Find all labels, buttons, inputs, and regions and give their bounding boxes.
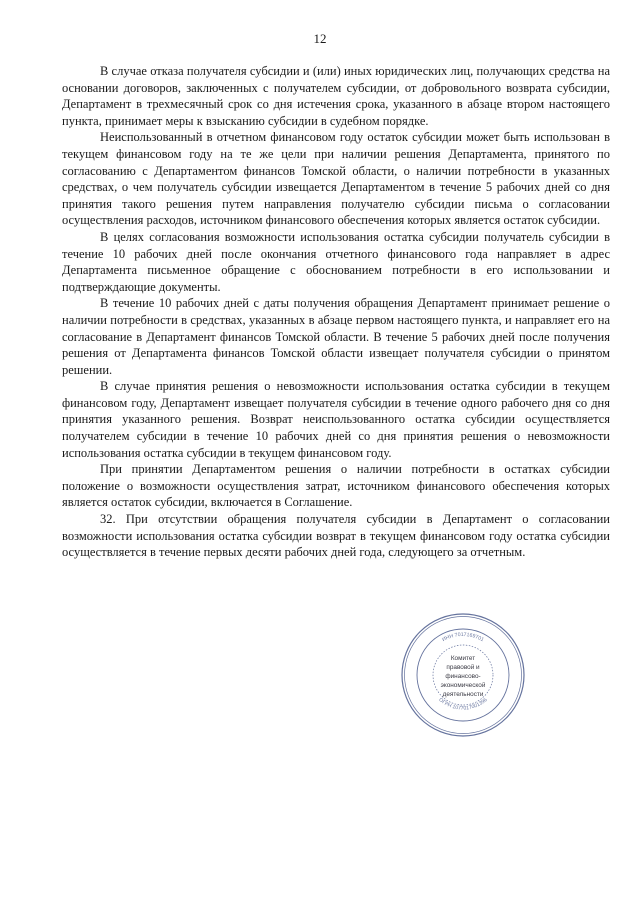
stamp-center-line: правовой и <box>446 664 480 671</box>
stamp-ogrn-text: ОГРН 1077017001396 <box>437 697 489 712</box>
stamp-center-line: финансово- <box>445 673 481 680</box>
paragraph: В случае принятия решения о невозможности использования остатка субсидии в текущем финансовом году, Департамент извещает получателя субсидии в течение одного рабочего дня со дня принятия указанного решения. Возврат неиспользованного остатка субсидии осуществляется получателем субсидии в течение 10 рабочих дней со дня принятия решения о невозможности использования остатка субсидии в текущем финансовом году. <box>62 379 610 460</box>
stamp-center-line: Комитет <box>450 655 476 662</box>
paragraph: В целях согласования возможности использования остатка субсидии получатель субсидии в течение 10 рабочих дней после окончания отчетного финансового года направляет в адрес Департамента письменное обращение с обоснованием потребности в его использовании и подтверждающие документы. <box>62 229 610 294</box>
stamp-seal-icon <box>400 612 526 738</box>
stamp-center-line: экономической <box>440 682 486 689</box>
svg-text:ИНН 7017169701 <box>441 632 485 643</box>
document-body <box>62 63 610 561</box>
stamp-inn-text: ИНН 7017169701 <box>441 631 485 644</box>
official-stamp <box>400 612 526 738</box>
paragraph: Неиспользованный в отчетном финансовом году остаток субсидии может быть использован в текущем финансовом году на те же цели при наличии решения Департамента, принятого по согласованию с Департаментом финансов Томской области, о наличии потребности в указанных средствах, о чем получатель субсидии извещается Департаментом в течение 5 рабочих дней со дня принятия такого решения путем направления получателю субсидии письма о согласовании осуществления расходов, источником финансового обеспечения которых является остаток субсидии. <box>62 130 610 228</box>
paragraph-item-32: 32. При отсутствии обращения получателя субсидии в Департамент о согласовании возможности использования остатка субсидии возврат в текущем финансовом году остатка субсидии осуществляется в течение первых десяти рабочих дней года, следующего за отчетным. <box>62 512 610 560</box>
paragraph: В случае отказа получателя субсидии и (или) иных юридических лиц, получающих средства на основании договоров, заключенных с получателем субсидии, от добровольного возврата субсидии, Департамент в трехмесячный срок со дня истечения срока, указанного в абзаце втором настоящего пункта, принимает меры к взысканию субсидии в судебном порядке. <box>62 64 610 128</box>
page-number: 12 <box>313 31 327 46</box>
paragraph: В течение 10 рабочих дней с даты получения обращения Департамент принимает решение о наличии потребности в средствах, указанных в абзаце первом настоящего пункта, и направляет его на согласование в Департамент финансов Томской области. В течение 5 рабочих дней после получения решения от Департамента финансов Томской области извещает получателя субсидии о принятом решении. <box>62 296 610 377</box>
stamp-center-line: деятельности <box>442 691 484 698</box>
paragraph: При принятии Департаментом решения о наличии потребности в остатках субсидии положение о возможности осуществления затрат, источником финансового обеспечения которых является остаток субсидии, включается в Соглашение. <box>62 462 610 510</box>
